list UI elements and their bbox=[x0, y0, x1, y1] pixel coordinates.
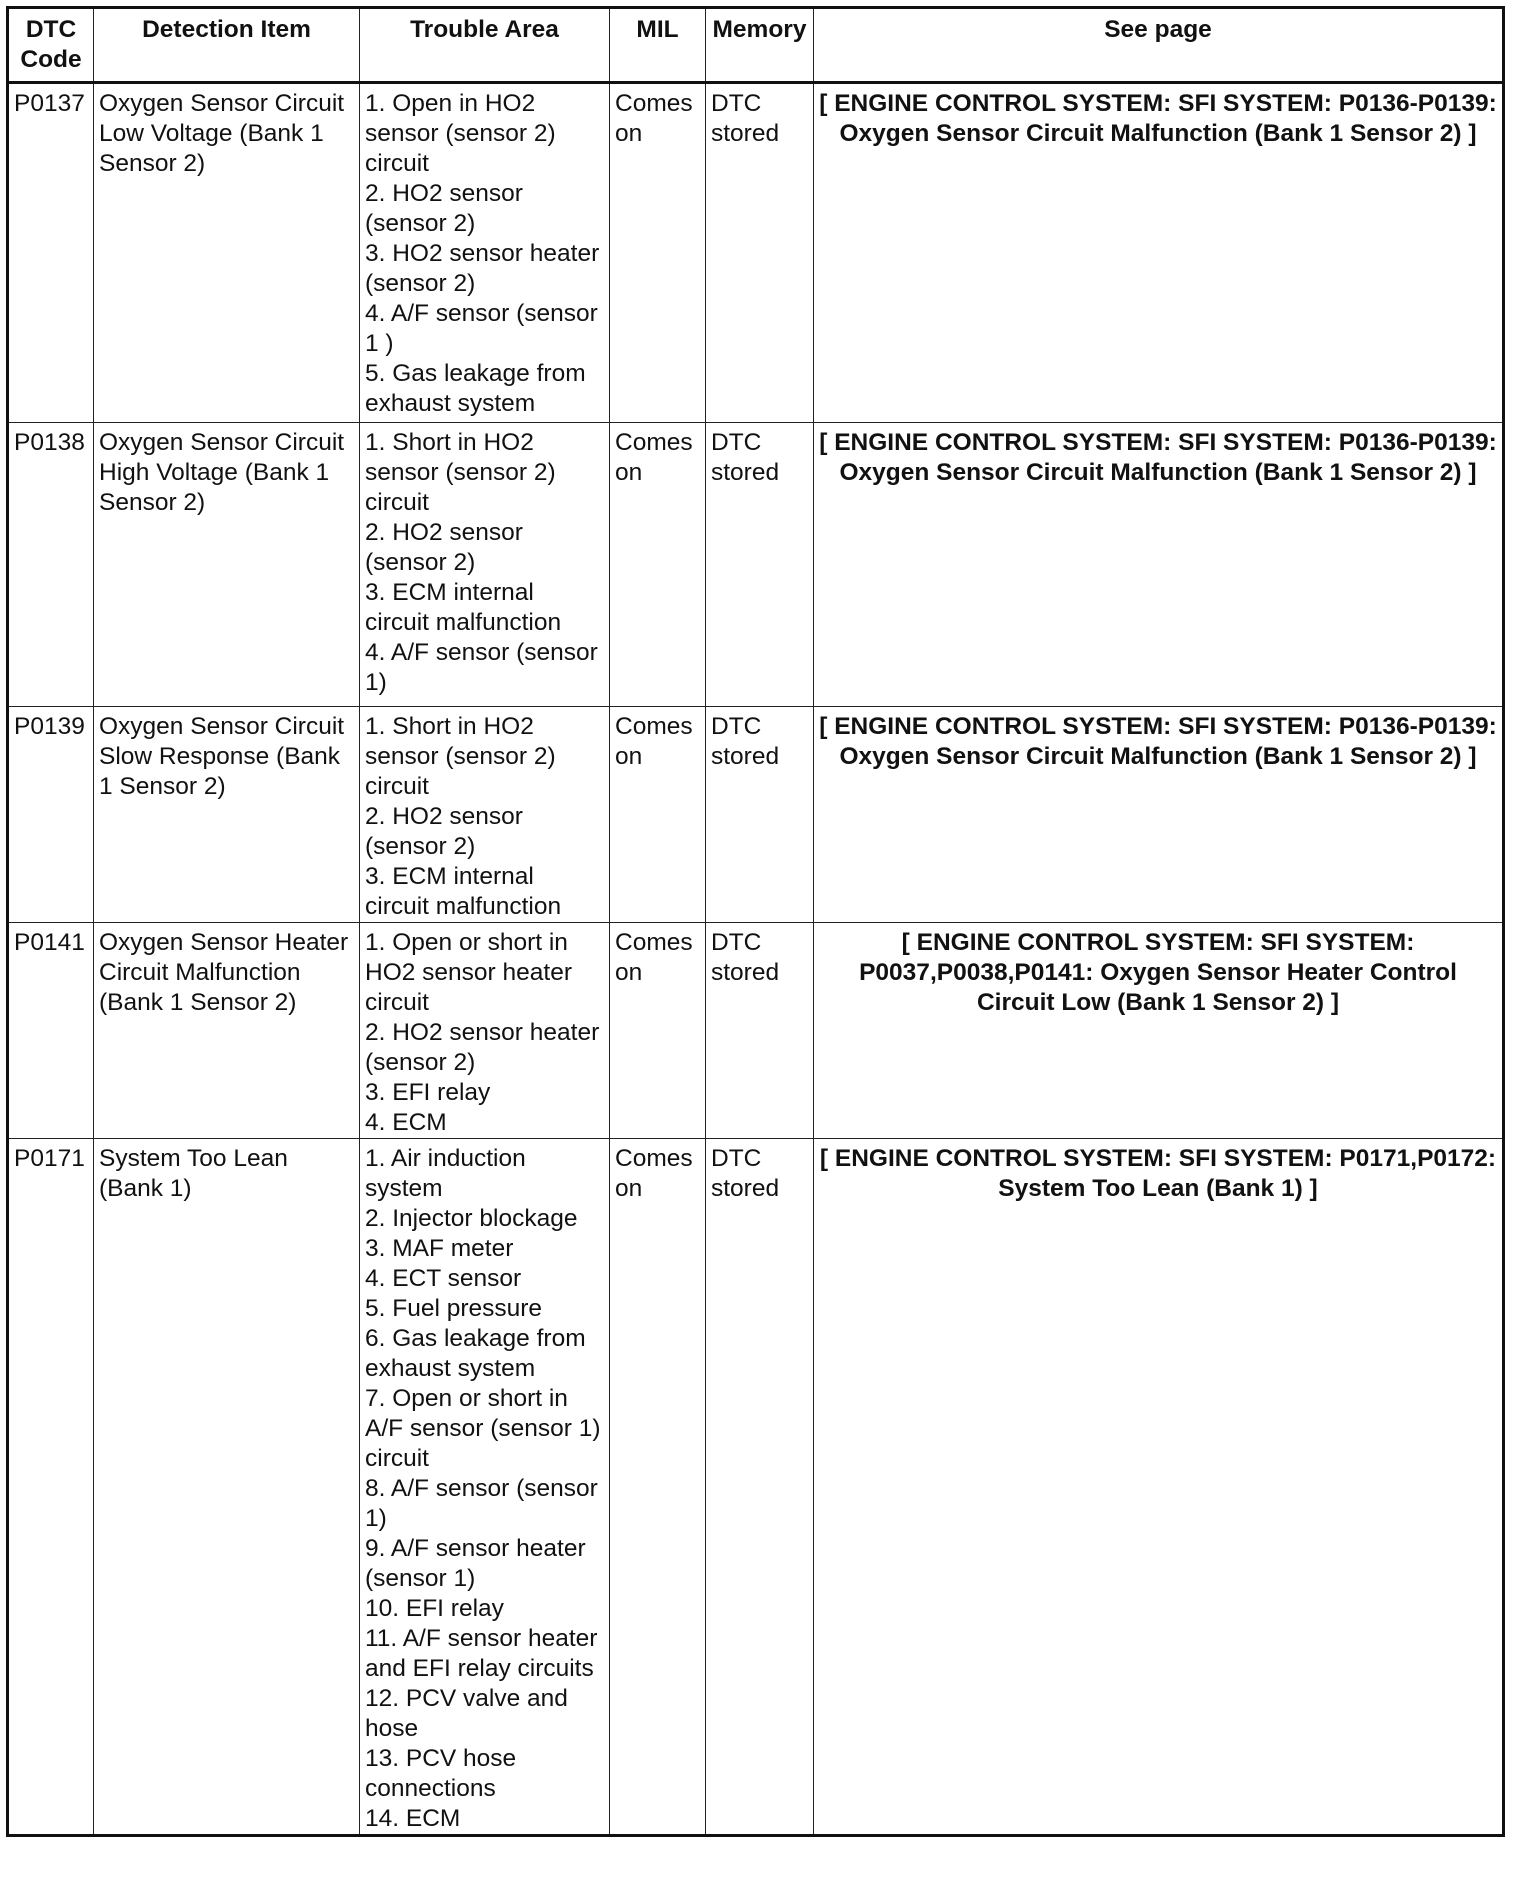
trouble-area-item: 5. Fuel pressure bbox=[365, 1295, 543, 1322]
see-page-cell: [ ENGINE CONTROL SYSTEM: SFI SYSTEM: P0171,P0172: System Too Lean (Bank 1) ] bbox=[814, 1139, 1504, 1836]
header-trouble-area: Trouble Area bbox=[360, 8, 610, 83]
trouble-area-item: 2. HO2 sensor (sensor 2) bbox=[365, 803, 523, 860]
trouble-area-cell bbox=[360, 423, 610, 707]
trouble-area-item: 5. Gas leakage from exhaust system bbox=[365, 360, 586, 417]
trouble-area-cell bbox=[360, 83, 610, 423]
trouble-area-item: 2. HO2 sensor heater (sensor 2) bbox=[365, 1019, 600, 1076]
dtc-code-cell: P0141 bbox=[8, 923, 94, 1139]
trouble-area-cell bbox=[360, 707, 610, 923]
trouble-area-item: 3. ECM internal circuit malfunction bbox=[365, 579, 562, 636]
trouble-area-item: 9. A/F sensor heater (sensor 1) bbox=[365, 1535, 586, 1592]
header-see-page: See page bbox=[814, 8, 1504, 83]
trouble-area-item: 2. HO2 sensor (sensor 2) bbox=[365, 519, 523, 576]
see-page-cell: [ ENGINE CONTROL SYSTEM: SFI SYSTEM: P0136-P0139: Oxygen Sensor Circuit Malfunction (Bank 1 Sensor 2) ] bbox=[814, 83, 1504, 423]
trouble-area-item: 4. ECM bbox=[365, 1109, 447, 1136]
mil-cell: Comes on bbox=[610, 1139, 706, 1836]
see-page-cell: [ ENGINE CONTROL SYSTEM: SFI SYSTEM: P0037,P0038,P0141: Oxygen Sensor Heater Control Circuit Low (Bank 1 Sensor 2) ] bbox=[814, 923, 1504, 1139]
trouble-area-item: 2. HO2 sensor (sensor 2) bbox=[365, 180, 523, 237]
header-detection-item: Detection Item bbox=[94, 8, 360, 83]
dtc-code-cell: P0139 bbox=[8, 707, 94, 923]
table-row bbox=[8, 1139, 1504, 1836]
memory-cell: DTC stored bbox=[706, 423, 814, 707]
trouble-area-item: 4. ECT sensor bbox=[365, 1265, 522, 1292]
trouble-area-item: 6. Gas leakage from exhaust system bbox=[365, 1325, 586, 1382]
trouble-area-item: 12. PCV valve and hose bbox=[365, 1685, 568, 1742]
trouble-area-item: 1. Open in HO2 sensor (sensor 2) circuit bbox=[365, 90, 556, 177]
trouble-area-item: 13. PCV hose connections bbox=[365, 1745, 517, 1802]
mil-cell: Comes on bbox=[610, 707, 706, 923]
header-mil: MIL bbox=[610, 8, 706, 83]
trouble-area-cell bbox=[360, 923, 610, 1139]
trouble-area-item: 4. A/F sensor (sensor 1) bbox=[365, 639, 598, 696]
trouble-area-item: 8. A/F sensor (sensor 1) bbox=[365, 1475, 598, 1532]
dtc-code-cell: P0137 bbox=[8, 83, 94, 423]
table-row bbox=[8, 83, 1504, 423]
memory-cell: DTC stored bbox=[706, 1139, 814, 1836]
trouble-area-item: 3. EFI relay bbox=[365, 1079, 491, 1106]
trouble-area-item: 1. Short in HO2 sensor (sensor 2) circuit bbox=[365, 713, 556, 800]
trouble-area-item: 1. Short in HO2 sensor (sensor 2) circuit bbox=[365, 429, 556, 516]
dtc-code-cell: P0171 bbox=[8, 1139, 94, 1836]
detection-item-cell: Oxygen Sensor Circuit Slow Response (Bank 1 Sensor 2) bbox=[94, 707, 360, 923]
table-header-row bbox=[8, 8, 1504, 83]
trouble-area-item: 3. ECM internal circuit malfunction bbox=[365, 863, 562, 920]
trouble-area-item: 10. EFI relay bbox=[365, 1595, 504, 1622]
trouble-area-item: 7. Open or short in A/F sensor (sensor 1) circuit bbox=[365, 1385, 601, 1472]
mil-cell: Comes on bbox=[610, 83, 706, 423]
mil-cell: Comes on bbox=[610, 423, 706, 707]
trouble-area-item: 1. Open or short in HO2 sensor heater circuit bbox=[365, 929, 572, 1016]
trouble-area-item: 3. MAF meter bbox=[365, 1235, 514, 1262]
trouble-area-item: 14. ECM bbox=[365, 1805, 461, 1832]
see-page-cell: [ ENGINE CONTROL SYSTEM: SFI SYSTEM: P0136-P0139: Oxygen Sensor Circuit Malfunction (Bank 1 Sensor 2) ] bbox=[814, 423, 1504, 707]
trouble-area-item: 11. A/F sensor heater and EFI relay circuits bbox=[365, 1625, 598, 1682]
memory-cell: DTC stored bbox=[706, 83, 814, 423]
detection-item-cell: Oxygen Sensor Circuit High Voltage (Bank 1 Sensor 2) bbox=[94, 423, 360, 707]
table-row bbox=[8, 923, 1504, 1139]
dtc-code-cell: P0138 bbox=[8, 423, 94, 707]
table-row bbox=[8, 423, 1504, 707]
detection-item-cell: Oxygen Sensor Circuit Low Voltage (Bank 1 Sensor 2) bbox=[94, 83, 360, 423]
header-dtc-code: DTC Code bbox=[8, 8, 94, 83]
trouble-area-item: 4. A/F sensor (sensor 1 ) bbox=[365, 300, 598, 357]
detection-item-cell: System Too Lean (Bank 1) bbox=[94, 1139, 360, 1836]
memory-cell: DTC stored bbox=[706, 923, 814, 1139]
trouble-area-item: 2. Injector blockage bbox=[365, 1205, 578, 1232]
header-memory: Memory bbox=[706, 8, 814, 83]
table-row bbox=[8, 707, 1504, 923]
dtc-table bbox=[6, 6, 1505, 1837]
trouble-area-item: 1. Air induction system bbox=[365, 1145, 526, 1202]
see-page-cell: [ ENGINE CONTROL SYSTEM: SFI SYSTEM: P0136-P0139: Oxygen Sensor Circuit Malfunction (Bank 1 Sensor 2) ] bbox=[814, 707, 1504, 923]
table-body bbox=[8, 83, 1504, 1836]
trouble-area-cell bbox=[360, 1139, 610, 1836]
mil-cell: Comes on bbox=[610, 923, 706, 1139]
memory-cell: DTC stored bbox=[706, 707, 814, 923]
detection-item-cell: Oxygen Sensor Heater Circuit Malfunction (Bank 1 Sensor 2) bbox=[94, 923, 360, 1139]
trouble-area-item: 3. HO2 sensor heater (sensor 2) bbox=[365, 240, 600, 297]
